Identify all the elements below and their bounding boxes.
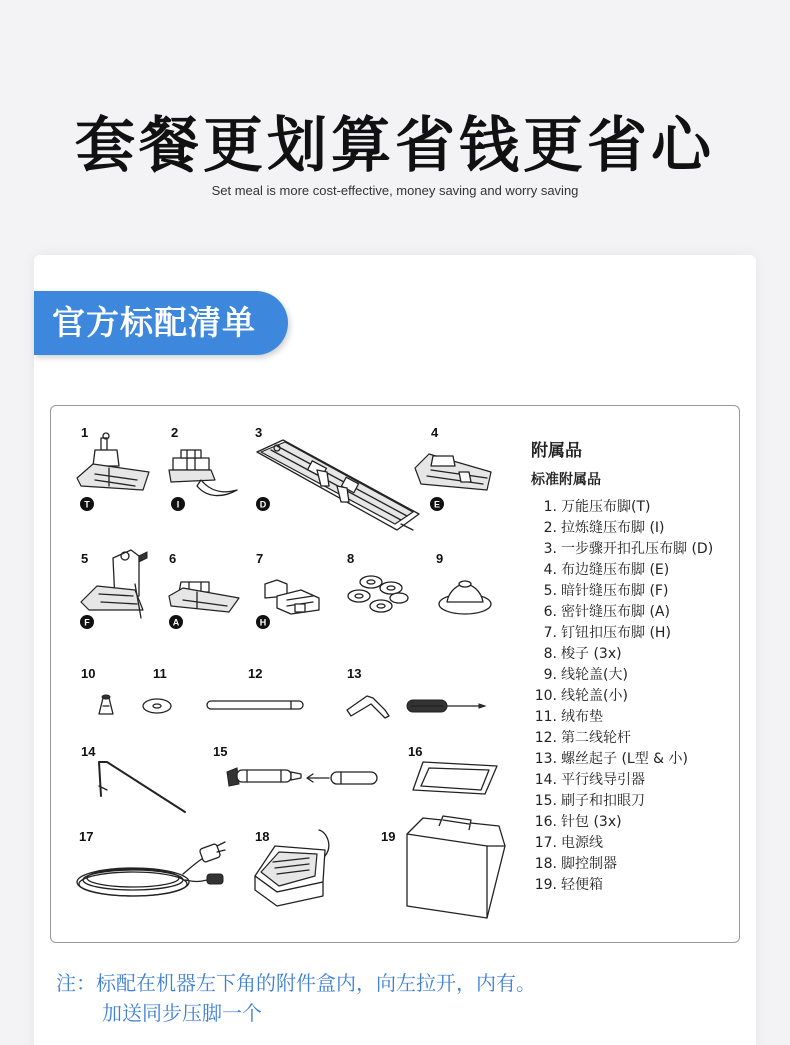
screwdriver-small-icon [407,700,485,712]
presser-foot-a-icon [169,582,239,612]
accessory-list [531,497,741,896]
footnote-line-1: 注：标配在机器左下角的附件盒内，向左拉开，内有。 [56,971,536,995]
badge-t [80,497,94,511]
list-item: 5. 暗针缝压布脚 (F) [543,583,669,599]
badge-i [171,497,185,511]
list-item: 4. 布边缝压布脚 (E) [543,562,670,578]
spool-cap-small-icon [99,695,113,714]
label-13: 13 [347,666,362,681]
svg-text:F: F [84,617,90,628]
svg-text:T: T [84,499,90,510]
label-4: 4 [431,425,439,440]
list-item: 12. 第二线轮杆 [534,730,631,746]
svg-text:E: E [433,499,441,510]
list-item: 15. 刷子和扣眼刀 [534,793,645,809]
label-1: 1 [81,425,89,440]
list-item: 11. 绒布垫 [534,709,603,725]
svg-text:I: I [176,499,180,510]
label-6: 6 [169,551,177,566]
list-item: 14. 平行线导引器 [534,772,645,788]
buttonhole-foot-d-icon [257,440,419,530]
list-item: 2. 拉炼缝压布脚 (I) [543,520,665,536]
seam-guide-icon [99,762,185,812]
bobbins-icon [348,576,408,612]
label-18: 18 [255,829,270,844]
list-item: 17. 电源线 [534,835,603,851]
presser-foot-h-icon [265,580,319,614]
label-16: 16 [408,744,423,759]
svg-text:H: H [259,617,267,628]
list-item: 9. 线轮盖(大) [543,667,628,683]
presser-foot-i-icon [169,450,237,496]
svg-text:A: A [172,617,180,628]
badge-d [256,497,270,511]
label-14: 14 [81,744,96,759]
label-3: 3 [255,425,263,440]
list-item: 8. 梭子 (3x) [543,646,622,662]
label-10: 10 [81,666,96,681]
accessory-subheading: 标准附属品 [531,472,601,488]
accessory-heading: 附属品 [531,441,582,461]
list-item: 13. 螺丝起子 (L型 & 小) [534,751,688,767]
list-item: 3. 一步骤开扣孔压布脚 (D) [543,541,714,557]
label-7: 7 [256,551,264,566]
label-15: 15 [213,744,228,759]
list-item: 19. 轻便箱 [534,877,603,893]
spool-pin-icon [207,701,303,709]
label-8: 8 [347,551,355,566]
badge-h [256,615,270,629]
label-19: 19 [381,829,396,844]
section-tag: 官方标配清单 [34,291,288,355]
accessory-list-block [531,436,741,896]
list-item: 10. 线轮盖(小) [534,688,628,704]
brush-icon [227,768,301,786]
badge-e [430,497,444,511]
spool-cap-large-icon [439,581,491,614]
label-12: 12 [248,666,263,681]
presser-foot-f-icon [81,550,147,618]
svg-text:D: D [259,499,267,510]
seam-ripper-icon [307,772,377,784]
label-11: 11 [153,666,167,681]
list-item: 16. 针包 (3x) [534,814,622,830]
felt-pad-icon [143,699,171,713]
badge-f [80,615,94,629]
list-item: 6. 密针缝压布脚 (A) [543,604,670,620]
label-9: 9 [436,551,444,566]
label-2: 2 [171,425,179,440]
footnote [56,968,756,1028]
page-subtitle: Set meal is more cost-effective, money saving and worry saving [211,183,579,198]
footnote-line-2: 加送同步压脚一个 [102,1001,262,1025]
page-title: 套餐更划算省钱更省心 [75,111,715,181]
power-cord-icon [77,842,225,896]
accessory-figure [50,405,740,943]
presser-foot-e-icon [415,454,491,490]
list-item: 18. 脚控制器 [534,856,617,872]
badge-a [169,615,183,629]
label-17: 17 [79,829,94,844]
list-item: 7. 钉钮扣压布脚 (H) [543,625,671,641]
presser-foot-t-icon [77,433,149,490]
label-5: 5 [81,551,89,566]
list-item: 1. 万能压布脚(T) [543,499,651,515]
carrying-case-icon [407,816,505,918]
screwdriver-l-icon [347,696,389,718]
needle-pack-icon [413,762,497,794]
